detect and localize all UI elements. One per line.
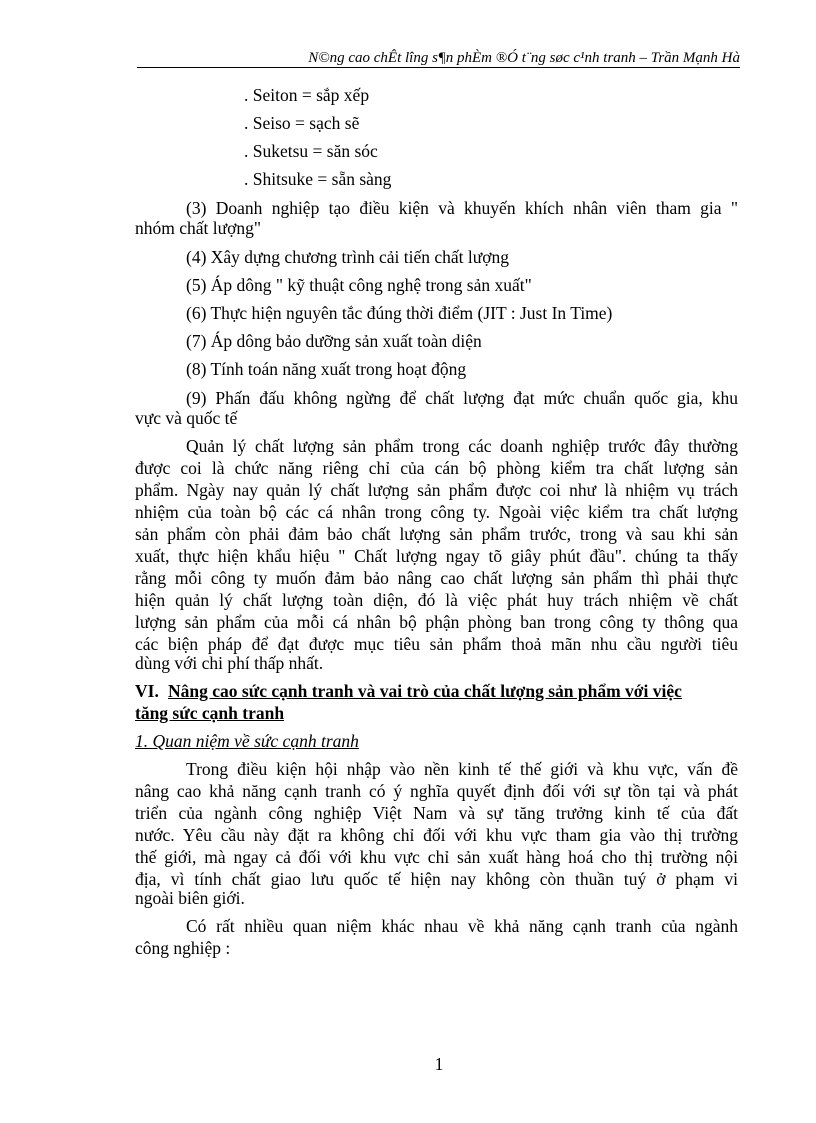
subheading: 1. Quan niệm về sức cạnh tranh <box>135 731 359 751</box>
paragraph-1-line: rằng mỗi công ty muốn đảm bảo nâng cao chất lượng sản phẩm thì phải thực <box>135 568 738 588</box>
item-8: (8) Tính toán năng xuất trong hoạt động <box>186 359 467 379</box>
section-title: Nâng cao sức cạnh tranh và vai trò của chất lượng sản phẩm với việc <box>168 681 682 701</box>
item-9-line-1: (9) Phấn đấu không ngừng để chất lượng đạt mức chuẩn quốc gia, khu <box>186 388 738 408</box>
paragraph-1-line: sản phẩm còn phải đảm bảo chất lượng sản phẩm trước, trong và sau khi sản <box>135 524 738 544</box>
paragraph-2-line: thế giới, mà ngay cả đối với khu vực chỉ sản xuất hàng hoá cho thị trường nội <box>135 847 738 867</box>
paragraph-1-line: lượng sản phẩm của mỗi cá nhân bộ phận phòng ban trong công ty thông qua <box>135 612 738 632</box>
item-6: (6) Thực hiện nguyên tắc đúng thời điểm (JIT : Just In Time) <box>186 303 613 323</box>
page-number: 1 <box>434 1054 444 1074</box>
item-5: (5) Áp dông " kỹ thuật công nghệ trong sản xuất" <box>186 275 532 295</box>
paragraph-1-line: hiện quản lý chất lượng toàn diện, đó là việc phát huy trách nhiệm về chất <box>135 590 738 610</box>
section-title-continued: tăng sức cạnh tranh <box>135 703 285 723</box>
paragraph-1-line: dùng với chi phí thấp nhất. <box>135 653 324 673</box>
running-header: N©ng cao chÊt lîng s¶n phÈm ®Ó t¨ng søc c¹nh tranh – Trần Mạnh Hà <box>137 49 740 68</box>
item-7: (7) Áp dông bảo dưỡng sản xuất toàn diện <box>186 331 482 351</box>
list-item-seiso: . Seiso = sạch sẽ <box>244 113 360 133</box>
paragraph-2-line: Trong điều kiện hội nhập vào nền kinh tế thế giới và khu vực, vấn đề <box>186 759 738 779</box>
paragraph-1-line: Quản lý chất lượng sản phẩm trong các doanh nghiệp trước đây thường <box>186 436 738 456</box>
paragraph-2-line: nước. Yêu cầu này đặt ra không chỉ đối với khu vực tham gia vào thị trường <box>135 825 738 845</box>
section-heading-line-2 <box>135 702 745 724</box>
paragraph-1-line: nhiệm của toàn bộ các cá nhân trong công ty. Ngoài việc kiểm tra chất lượng <box>135 502 738 522</box>
item-4: (4) Xây dựng chương trình cải tiến chất lượng <box>186 247 509 267</box>
paragraph-2-line: địa, vì tính chất giao lưu quốc tế hiện nay không còn thuần tuý ở phạm vi <box>135 869 738 889</box>
paragraph-1-line: các biện pháp để đạt được mục tiêu sản phẩm thoả mãn nhu cầu người tiêu <box>135 634 738 654</box>
item-3-line-1: (3) Doanh nghiệp tạo điều kiện và khuyến khích nhân viên tham gia " <box>186 198 738 218</box>
paragraph-1-line: được coi là chức năng riêng chỉ của cán bộ phòng kiểm tra chất lượng sản <box>135 458 738 478</box>
list-item-suketsu: . Suketsu = săn sóc <box>244 141 378 161</box>
section-number: VI. <box>135 681 159 701</box>
item-9-line-2: vực và quốc tế <box>135 408 238 428</box>
list-item-seiton: . Seiton = sắp xếp <box>244 85 370 105</box>
paragraph-1-line: xuất, thực hiện khẩu hiệu " Chất lượng ngay tõ giây phút đầu". chúng ta thấy <box>135 546 738 566</box>
list-item-shitsuke: . Shitsuke = sẵn sàng <box>244 169 392 189</box>
paragraph-1-line: phẩm. Ngày nay quản lý chất lượng sản phẩm được coi như là nhiệm vụ trách <box>135 480 738 500</box>
item-3-line-2: nhóm chất lượng" <box>135 218 262 238</box>
section-heading-line-1 <box>135 680 745 702</box>
paragraph-2-line: triển của ngành công nghiệp Việt Nam và sự tăng trưởng kinh tế của đất <box>135 803 738 823</box>
paragraph-2-line: ngoài biên giới. <box>135 888 245 908</box>
paragraph-3-line: Có rất nhiều quan niệm khác nhau về khả năng cạnh tranh của ngành <box>186 916 738 936</box>
paragraph-3-line: công nghiệp : <box>135 938 231 958</box>
paragraph-2-line: nâng cao khả năng cạnh tranh có ý nghĩa quyết định đối với sự tồn tại và phát <box>135 781 738 801</box>
